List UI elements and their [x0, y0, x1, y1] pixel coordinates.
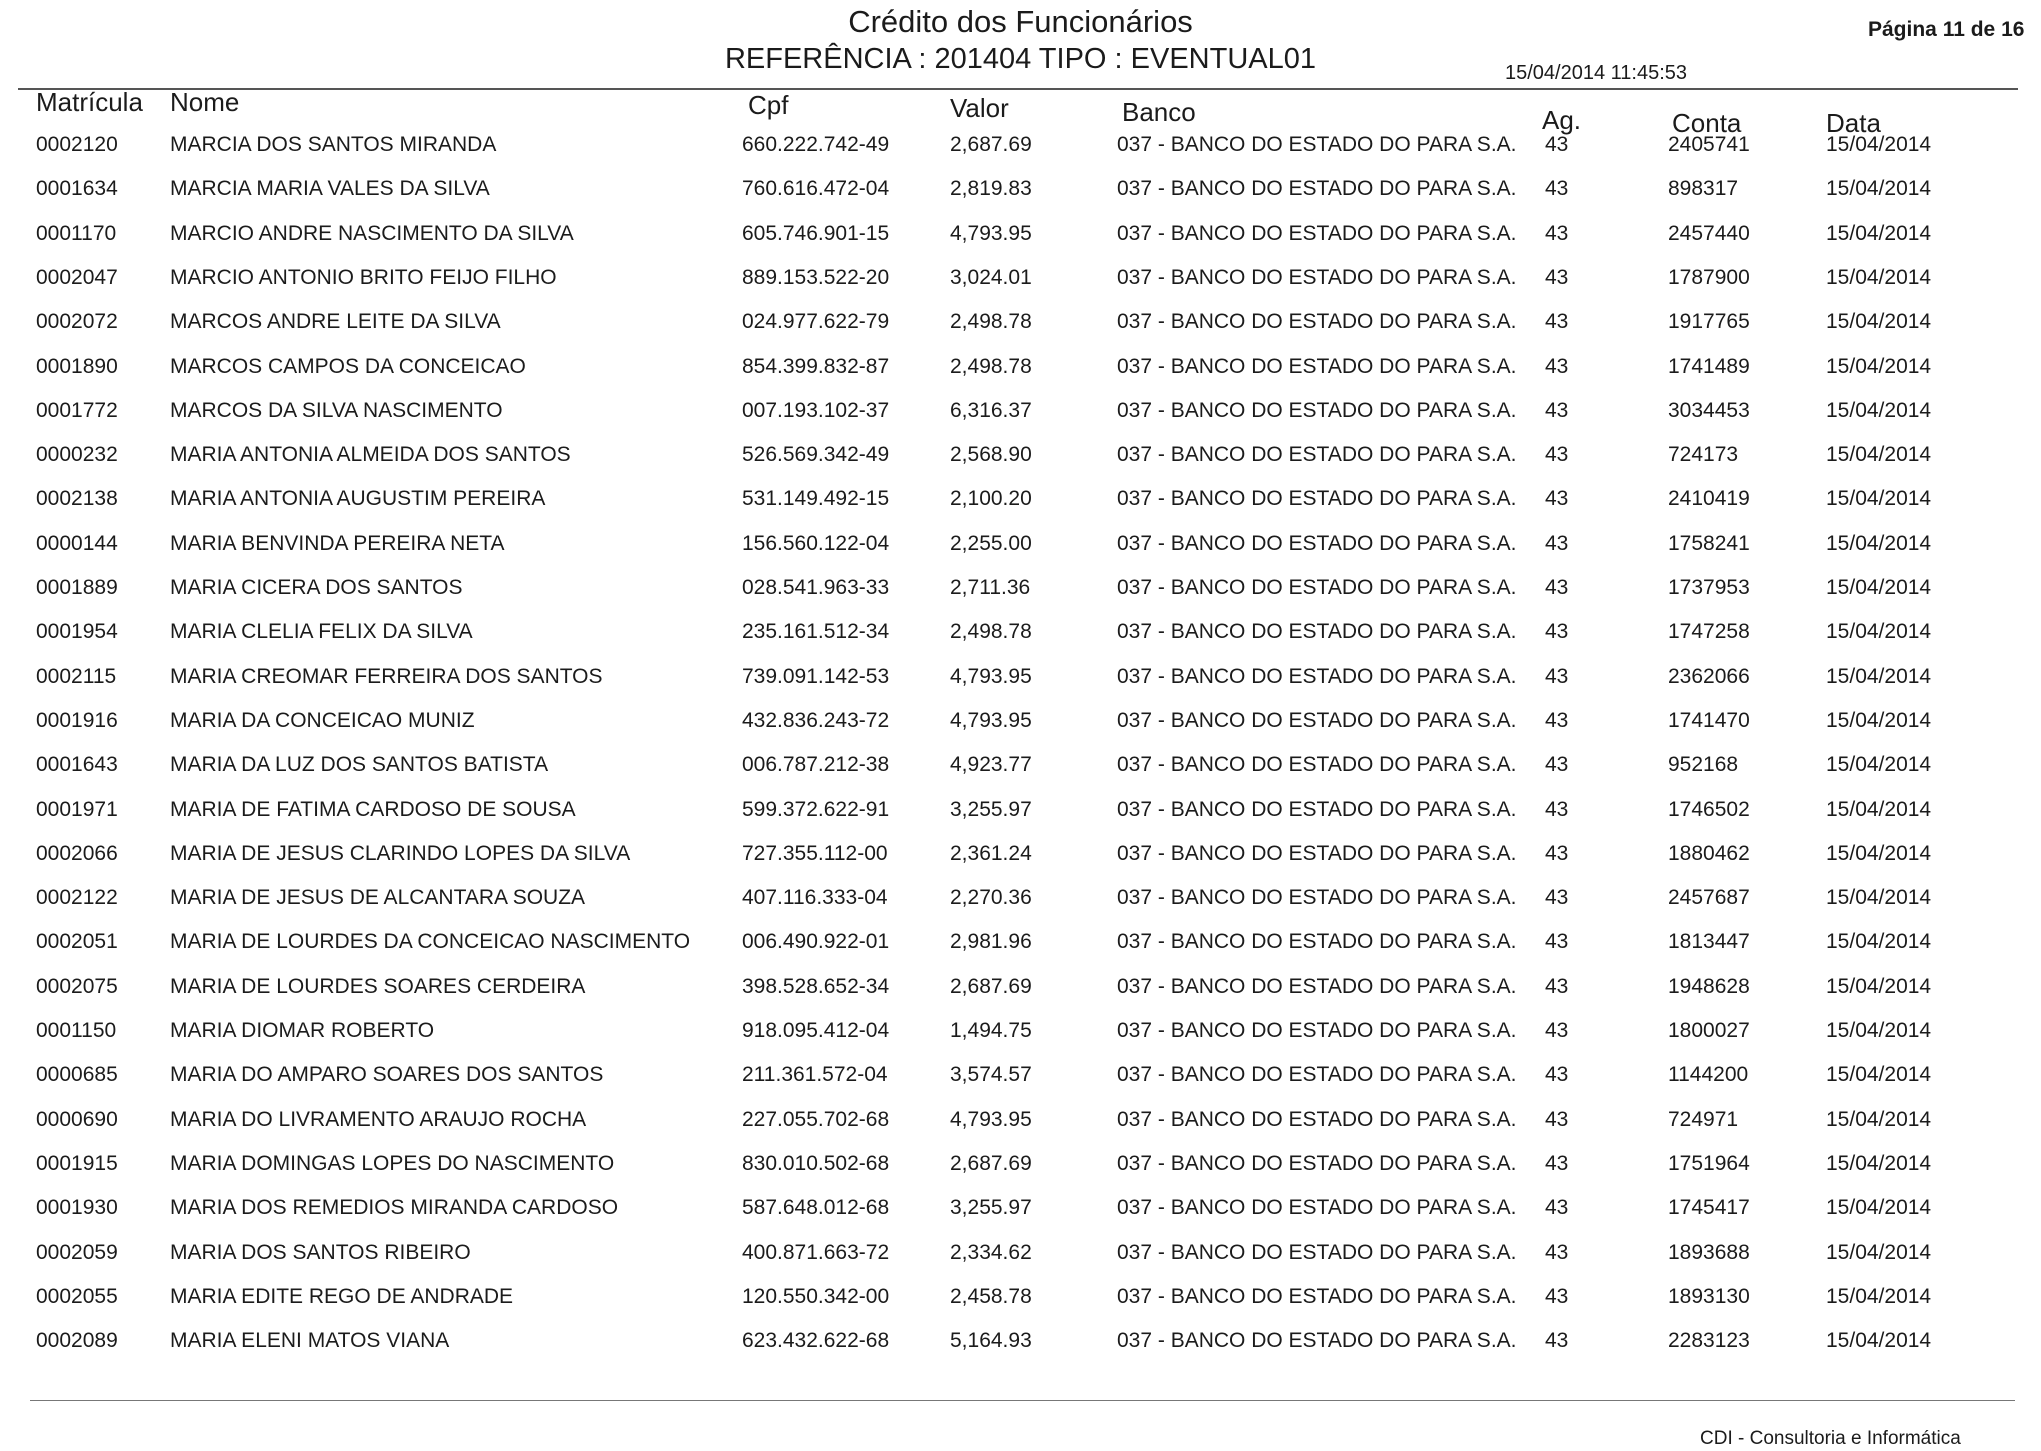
cell-valor: 3,255.97	[950, 797, 1032, 821]
cell-valor: 3,024.01	[950, 265, 1032, 289]
cell-data: 15/04/2014	[1826, 398, 1932, 422]
column-header-data: Data	[1826, 108, 1881, 138]
page-number: Página 11 de 16	[1868, 18, 2025, 41]
cell-ag: 43	[1545, 133, 1569, 156]
table-row	[0, 177, 2041, 221]
cell-conta: 1745417	[1668, 1196, 1750, 1220]
cell-conta: 1741470	[1668, 708, 1750, 732]
cell-data: 15/04/2014	[1826, 265, 1932, 289]
cell-ag: 43	[1545, 576, 1569, 599]
cell-nome: MARIA DE JESUS CLARINDO LOPES DA SILVA	[170, 841, 631, 865]
cell-banco: 037 - BANCO DO ESTADO DO PARA S.A.	[1117, 1329, 1517, 1353]
table-row	[0, 399, 2041, 443]
cell-conta: 1917765	[1668, 310, 1750, 334]
cell-banco: 037 - BANCO DO ESTADO DO PARA S.A.	[1117, 708, 1517, 732]
cell-nome: MARCIO ANDRE NASCIMENTO DA SILVA	[170, 221, 574, 245]
cell-banco: 037 - BANCO DO ESTADO DO PARA S.A.	[1117, 620, 1517, 644]
cell-cpf: 526.569.342-49	[742, 443, 890, 467]
cell-conta: 2283123	[1668, 1329, 1750, 1353]
cell-cpf: 889.153.522-20	[742, 265, 890, 289]
column-header-conta: Conta	[1672, 108, 1742, 138]
cell-nome: MARCOS DA SILVA NASCIMENTO	[170, 398, 503, 422]
cell-banco: 037 - BANCO DO ESTADO DO PARA S.A.	[1117, 797, 1517, 821]
cell-conta: 1800027	[1668, 1019, 1750, 1042]
cell-data: 15/04/2014	[1826, 1151, 1932, 1175]
cell-data: 15/04/2014	[1826, 531, 1932, 555]
cell-cpf: 854.399.832-87	[742, 354, 890, 378]
cell-ag: 43	[1545, 221, 1569, 245]
cell-banco: 037 - BANCO DO ESTADO DO PARA S.A.	[1117, 1151, 1517, 1175]
cell-conta: 898317	[1668, 177, 1739, 201]
cell-conta: 2405741	[1668, 133, 1750, 156]
cell-matricula: 0002089	[36, 1329, 118, 1353]
cell-data: 15/04/2014	[1826, 753, 1932, 777]
cell-matricula: 0001889	[36, 576, 118, 599]
cell-banco: 037 - BANCO DO ESTADO DO PARA S.A.	[1117, 133, 1517, 156]
cell-ag: 43	[1545, 531, 1569, 555]
cell-cpf: 599.372.622-91	[742, 797, 890, 821]
cell-nome: MARIA DE LOURDES SOARES CERDEIRA	[170, 974, 586, 998]
footer-credit: CDI - Consultoria e Informática	[1700, 1428, 1961, 1449]
tipo-label: TIPO :	[1038, 43, 1123, 75]
cell-matricula: 0001643	[36, 753, 118, 777]
cell-data: 15/04/2014	[1826, 1284, 1932, 1308]
column-header-ag: Ag.	[1542, 105, 1582, 135]
cell-cpf: 623.432.622-68	[742, 1329, 890, 1353]
table-row	[0, 266, 2041, 310]
cell-ag: 43	[1545, 354, 1569, 378]
cell-matricula: 0001634	[36, 177, 118, 201]
cell-matricula: 0001772	[36, 398, 118, 422]
column-header-nome: Nome	[170, 87, 240, 117]
cell-conta: 2457440	[1668, 221, 1750, 245]
header-divider	[18, 88, 2018, 90]
cell-valor: 2,981.96	[950, 930, 1032, 954]
cell-valor: 4,923.77	[950, 753, 1032, 777]
cell-data: 15/04/2014	[1826, 664, 1932, 688]
cell-ag: 43	[1545, 1284, 1569, 1308]
cell-valor: 2,100.20	[950, 487, 1032, 511]
cell-banco: 037 - BANCO DO ESTADO DO PARA S.A.	[1117, 310, 1517, 334]
cell-conta: 1746502	[1668, 797, 1750, 821]
table-row	[0, 753, 2041, 797]
cell-nome: MARIA DOMINGAS LOPES DO NASCIMENTO	[170, 1151, 615, 1175]
cell-data: 15/04/2014	[1826, 1196, 1932, 1220]
cell-cpf: 227.055.702-68	[742, 1107, 890, 1131]
cell-valor: 2,687.69	[950, 133, 1032, 156]
cell-matricula: 0002115	[36, 664, 117, 688]
cell-valor: 2,334.62	[950, 1240, 1032, 1264]
cell-cpf: 531.149.492-15	[742, 487, 890, 511]
cell-banco: 037 - BANCO DO ESTADO DO PARA S.A.	[1117, 398, 1517, 422]
referencia-label: REFERÊNCIA :	[724, 43, 927, 75]
cell-conta: 2362066	[1668, 664, 1750, 688]
cell-cpf: 024.977.622-79	[742, 310, 890, 334]
cell-matricula: 0000144	[36, 531, 118, 555]
cell-conta: 1893130	[1668, 1284, 1750, 1308]
cell-conta: 1758241	[1668, 531, 1750, 555]
cell-ag: 43	[1545, 886, 1569, 910]
cell-banco: 037 - BANCO DO ESTADO DO PARA S.A.	[1117, 974, 1517, 998]
cell-valor: 1,494.75	[950, 1019, 1032, 1042]
cell-nome: MARIA DE FATIMA CARDOSO DE SOUSA	[170, 797, 576, 821]
cell-data: 15/04/2014	[1826, 708, 1932, 732]
table-row	[0, 487, 2041, 531]
cell-valor: 3,255.97	[950, 1196, 1032, 1220]
cell-ag: 43	[1545, 487, 1569, 511]
cell-data: 15/04/2014	[1826, 133, 1932, 156]
cell-data: 15/04/2014	[1826, 930, 1932, 954]
cell-banco: 037 - BANCO DO ESTADO DO PARA S.A.	[1117, 177, 1517, 201]
table-row	[0, 709, 2041, 753]
table-row	[0, 930, 2041, 974]
table-row	[0, 975, 2041, 1019]
cell-valor: 4,793.95	[950, 664, 1032, 688]
table-row	[0, 1063, 2041, 1107]
cell-data: 15/04/2014	[1826, 310, 1932, 334]
cell-cpf: 432.836.243-72	[742, 708, 890, 732]
tipo-value: EVENTUAL01	[1130, 43, 1317, 75]
cell-conta: 1948628	[1668, 974, 1750, 998]
cell-banco: 037 - BANCO DO ESTADO DO PARA S.A.	[1117, 265, 1517, 289]
cell-conta: 3034453	[1668, 398, 1750, 422]
cell-valor: 2,498.78	[950, 620, 1032, 644]
cell-ag: 43	[1545, 265, 1569, 289]
cell-ag: 43	[1545, 1329, 1569, 1353]
cell-banco: 037 - BANCO DO ESTADO DO PARA S.A.	[1117, 354, 1517, 378]
cell-data: 15/04/2014	[1826, 1019, 1932, 1042]
cell-ag: 43	[1545, 1196, 1569, 1220]
cell-nome: MARIA DA LUZ DOS SANTOS BATISTA	[170, 753, 549, 777]
cell-banco: 037 - BANCO DO ESTADO DO PARA S.A.	[1117, 443, 1517, 467]
cell-banco: 037 - BANCO DO ESTADO DO PARA S.A.	[1117, 531, 1517, 555]
table-row	[0, 1196, 2041, 1240]
column-header-cpf: Cpf	[748, 90, 789, 120]
cell-data: 15/04/2014	[1826, 1240, 1932, 1264]
cell-valor: 2,361.24	[950, 841, 1032, 865]
cell-banco: 037 - BANCO DO ESTADO DO PARA S.A.	[1117, 1240, 1517, 1264]
cell-nome: MARIA ELENI MATOS VIANA	[170, 1329, 450, 1353]
cell-ag: 43	[1545, 974, 1569, 998]
table-row	[0, 1241, 2041, 1285]
cell-banco: 037 - BANCO DO ESTADO DO PARA S.A.	[1117, 221, 1517, 245]
cell-valor: 4,793.95	[950, 708, 1032, 732]
report-subtitle	[0, 42, 2041, 76]
cell-matricula: 0000685	[36, 1063, 118, 1087]
table-row	[0, 355, 2041, 399]
cell-conta: 1893688	[1668, 1240, 1750, 1264]
cell-banco: 037 - BANCO DO ESTADO DO PARA S.A.	[1117, 1019, 1517, 1042]
cell-nome: MARCIO ANTONIO BRITO FEIJO FILHO	[170, 265, 557, 289]
cell-matricula: 0002059	[36, 1240, 118, 1264]
cell-data: 15/04/2014	[1826, 443, 1932, 467]
cell-matricula: 0002138	[36, 487, 118, 511]
cell-conta: 1813447	[1668, 930, 1750, 954]
cell-data: 15/04/2014	[1826, 1329, 1932, 1353]
cell-ag: 43	[1545, 753, 1569, 777]
cell-data: 15/04/2014	[1826, 620, 1932, 644]
cell-conta: 2457687	[1668, 886, 1750, 910]
table-row	[0, 1019, 2041, 1063]
cell-valor: 2,255.00	[950, 531, 1032, 555]
cell-matricula: 0002047	[36, 265, 118, 289]
column-header-matricula: Matrícula	[36, 87, 143, 117]
cell-matricula: 0002120	[36, 133, 118, 156]
cell-valor: 2,687.69	[950, 1151, 1032, 1175]
report-title: Crédito dos Funcionários	[848, 4, 1193, 39]
cell-matricula: 0002055	[36, 1284, 118, 1308]
cell-nome: MARIA CLELIA FELIX DA SILVA	[170, 620, 473, 644]
cell-data: 15/04/2014	[1826, 1063, 1932, 1087]
cell-data: 15/04/2014	[1826, 487, 1932, 511]
cell-cpf: 235.161.512-34	[742, 620, 890, 644]
cell-banco: 037 - BANCO DO ESTADO DO PARA S.A.	[1117, 930, 1517, 954]
cell-nome: MARIA CREOMAR FERREIRA DOS SANTOS	[170, 664, 603, 688]
cell-cpf: 120.550.342-00	[742, 1284, 890, 1308]
cell-ag: 43	[1545, 1019, 1569, 1042]
cell-ag: 43	[1545, 398, 1569, 422]
cell-data: 15/04/2014	[1826, 886, 1932, 910]
cell-conta: 1880462	[1668, 841, 1750, 865]
table-row	[0, 222, 2041, 266]
cell-ag: 43	[1545, 930, 1569, 954]
cell-ag: 43	[1545, 620, 1569, 644]
cell-cpf: 006.787.212-38	[742, 753, 890, 777]
cell-conta: 2410419	[1668, 487, 1750, 511]
cell-valor: 4,793.95	[950, 221, 1032, 245]
cell-conta: 724971	[1668, 1107, 1739, 1131]
cell-conta: 1737953	[1668, 576, 1750, 599]
cell-valor: 3,574.57	[950, 1063, 1032, 1087]
cell-banco: 037 - BANCO DO ESTADO DO PARA S.A.	[1117, 841, 1517, 865]
referencia-value: 201404	[934, 43, 1032, 75]
table-row	[0, 443, 2041, 487]
cell-banco: 037 - BANCO DO ESTADO DO PARA S.A.	[1117, 886, 1517, 910]
cell-cpf: 660.222.742-49	[742, 133, 890, 156]
cell-nome: MARIA ANTONIA ALMEIDA DOS SANTOS	[170, 443, 571, 467]
cell-matricula: 0002066	[36, 841, 118, 865]
cell-nome: MARCIA MARIA VALES DA SILVA	[170, 177, 490, 201]
cell-valor: 2,270.36	[950, 886, 1032, 910]
cell-matricula: 0000232	[36, 443, 118, 467]
cell-cpf: 398.528.652-34	[742, 974, 890, 998]
table-row	[0, 798, 2041, 842]
cell-nome: MARIA DOS REMEDIOS MIRANDA CARDOSO	[170, 1196, 619, 1220]
cell-conta: 952168	[1668, 753, 1739, 777]
table-row	[0, 1108, 2041, 1152]
table-row	[0, 620, 2041, 664]
cell-data: 15/04/2014	[1826, 841, 1932, 865]
cell-matricula: 0000690	[36, 1107, 118, 1131]
cell-matricula: 0002072	[36, 310, 118, 334]
cell-ag: 43	[1545, 1240, 1569, 1264]
cell-nome: MARIA CICERA DOS SANTOS	[170, 576, 463, 599]
table-row	[0, 886, 2041, 930]
cell-nome: MARIA DE LOURDES DA CONCEICAO NASCIMENTO	[170, 930, 691, 954]
cell-data: 15/04/2014	[1826, 1107, 1932, 1131]
cell-cpf: 830.010.502-68	[742, 1151, 890, 1175]
cell-matricula: 0002051	[36, 930, 118, 954]
cell-data: 15/04/2014	[1826, 576, 1932, 599]
column-header-banco: Banco	[1122, 97, 1196, 127]
cell-valor: 2,568.90	[950, 443, 1032, 467]
cell-valor: 4,793.95	[950, 1107, 1032, 1131]
cell-banco: 037 - BANCO DO ESTADO DO PARA S.A.	[1117, 753, 1517, 777]
cell-matricula: 0001915	[36, 1151, 118, 1175]
cell-valor: 2,711.36	[950, 576, 1031, 599]
cell-valor: 2,819.83	[950, 177, 1032, 201]
table-row	[0, 576, 2041, 620]
cell-matricula: 0002075	[36, 974, 118, 998]
cell-banco: 037 - BANCO DO ESTADO DO PARA S.A.	[1117, 1196, 1517, 1220]
cell-banco: 037 - BANCO DO ESTADO DO PARA S.A.	[1117, 576, 1517, 599]
cell-matricula: 0001930	[36, 1196, 118, 1220]
cell-ag: 43	[1545, 310, 1569, 334]
cell-cpf: 918.095.412-04	[742, 1019, 890, 1042]
cell-nome: MARIA ANTONIA AUGUSTIM PEREIRA	[170, 487, 546, 511]
cell-cpf: 211.361.572-04	[742, 1063, 888, 1087]
cell-conta: 1747258	[1668, 620, 1750, 644]
cell-matricula: 0001890	[36, 354, 118, 378]
cell-nome: MARIA DIOMAR ROBERTO	[170, 1019, 435, 1042]
cell-ag: 43	[1545, 1063, 1569, 1087]
cell-valor: 2,687.69	[950, 974, 1032, 998]
cell-nome: MARIA BENVINDA PEREIRA NETA	[170, 531, 505, 555]
cell-conta: 1144200	[1668, 1063, 1749, 1087]
report-timestamp: 15/04/2014 11:45:53	[1505, 62, 1688, 84]
cell-nome: MARIA DO AMPARO SOARES DOS SANTOS	[170, 1063, 604, 1087]
table-row	[0, 133, 2041, 177]
cell-ag: 43	[1545, 708, 1569, 732]
cell-cpf: 156.560.122-04	[742, 531, 890, 555]
cell-matricula: 0001150	[36, 1019, 117, 1042]
cell-nome: MARIA DE JESUS DE ALCANTARA SOUZA	[170, 886, 586, 910]
cell-valor: 6,316.37	[950, 398, 1032, 422]
cell-valor: 2,458.78	[950, 1284, 1032, 1308]
cell-ag: 43	[1545, 1107, 1569, 1131]
cell-banco: 037 - BANCO DO ESTADO DO PARA S.A.	[1117, 1284, 1517, 1308]
cell-conta: 1751964	[1668, 1151, 1750, 1175]
cell-nome: MARIA DO LIVRAMENTO ARAUJO ROCHA	[170, 1107, 587, 1131]
cell-ag: 43	[1545, 1151, 1569, 1175]
cell-cpf: 400.871.663-72	[742, 1240, 890, 1264]
cell-nome: MARIA DOS SANTOS RIBEIRO	[170, 1240, 471, 1264]
cell-banco: 037 - BANCO DO ESTADO DO PARA S.A.	[1117, 1107, 1517, 1131]
cell-matricula: 0001916	[36, 708, 118, 732]
table-row	[0, 1285, 2041, 1329]
table-row	[0, 532, 2041, 576]
cell-ag: 43	[1545, 797, 1569, 821]
cell-valor: 5,164.93	[950, 1329, 1032, 1353]
cell-ag: 43	[1545, 177, 1569, 201]
cell-banco: 037 - BANCO DO ESTADO DO PARA S.A.	[1117, 1063, 1517, 1087]
cell-conta: 724173	[1668, 443, 1739, 467]
cell-data: 15/04/2014	[1826, 354, 1932, 378]
cell-valor: 2,498.78	[950, 354, 1032, 378]
cell-ag: 43	[1545, 664, 1569, 688]
cell-cpf: 760.616.472-04	[742, 177, 890, 201]
cell-nome: MARIA DA CONCEICAO MUNIZ	[170, 708, 475, 732]
table-row	[0, 665, 2041, 709]
cell-matricula: 0002122	[36, 886, 118, 910]
cell-cpf: 739.091.142-53	[742, 664, 890, 688]
cell-cpf: 006.490.922-01	[742, 930, 890, 954]
cell-ag: 43	[1545, 443, 1569, 467]
cell-cpf: 028.541.963-33	[742, 576, 890, 599]
cell-matricula: 0001170	[36, 221, 117, 245]
cell-data: 15/04/2014	[1826, 797, 1932, 821]
column-header-valor: Valor	[950, 93, 1009, 123]
footer-divider	[30, 1400, 2015, 1401]
cell-cpf: 727.355.112-00	[742, 841, 888, 865]
cell-data: 15/04/2014	[1826, 177, 1932, 201]
cell-banco: 037 - BANCO DO ESTADO DO PARA S.A.	[1117, 664, 1517, 688]
table-row	[0, 1152, 2041, 1196]
cell-matricula: 0001954	[36, 620, 118, 644]
cell-cpf: 407.116.333-04	[742, 886, 888, 910]
cell-nome: MARIA EDITE REGO DE ANDRADE	[170, 1284, 514, 1308]
cell-banco: 037 - BANCO DO ESTADO DO PARA S.A.	[1117, 487, 1517, 511]
table-row	[0, 842, 2041, 886]
cell-nome: MARCOS CAMPOS DA CONCEICAO	[170, 354, 526, 378]
table-row	[0, 310, 2041, 354]
cell-cpf: 587.648.012-68	[742, 1196, 890, 1220]
cell-ag: 43	[1545, 841, 1569, 865]
cell-nome: MARCOS ANDRE LEITE DA SILVA	[170, 310, 501, 334]
cell-data: 15/04/2014	[1826, 974, 1932, 998]
cell-conta: 1787900	[1668, 265, 1750, 289]
cell-valor: 2,498.78	[950, 310, 1032, 334]
cell-cpf: 007.193.102-37	[742, 398, 890, 422]
cell-conta: 1741489	[1668, 354, 1750, 378]
cell-nome: MARCIA DOS SANTOS MIRANDA	[170, 133, 497, 156]
cell-matricula: 0001971	[36, 797, 118, 821]
table-row	[0, 1329, 2041, 1373]
cell-cpf: 605.746.901-15	[742, 221, 890, 245]
cell-data: 15/04/2014	[1826, 221, 1932, 245]
